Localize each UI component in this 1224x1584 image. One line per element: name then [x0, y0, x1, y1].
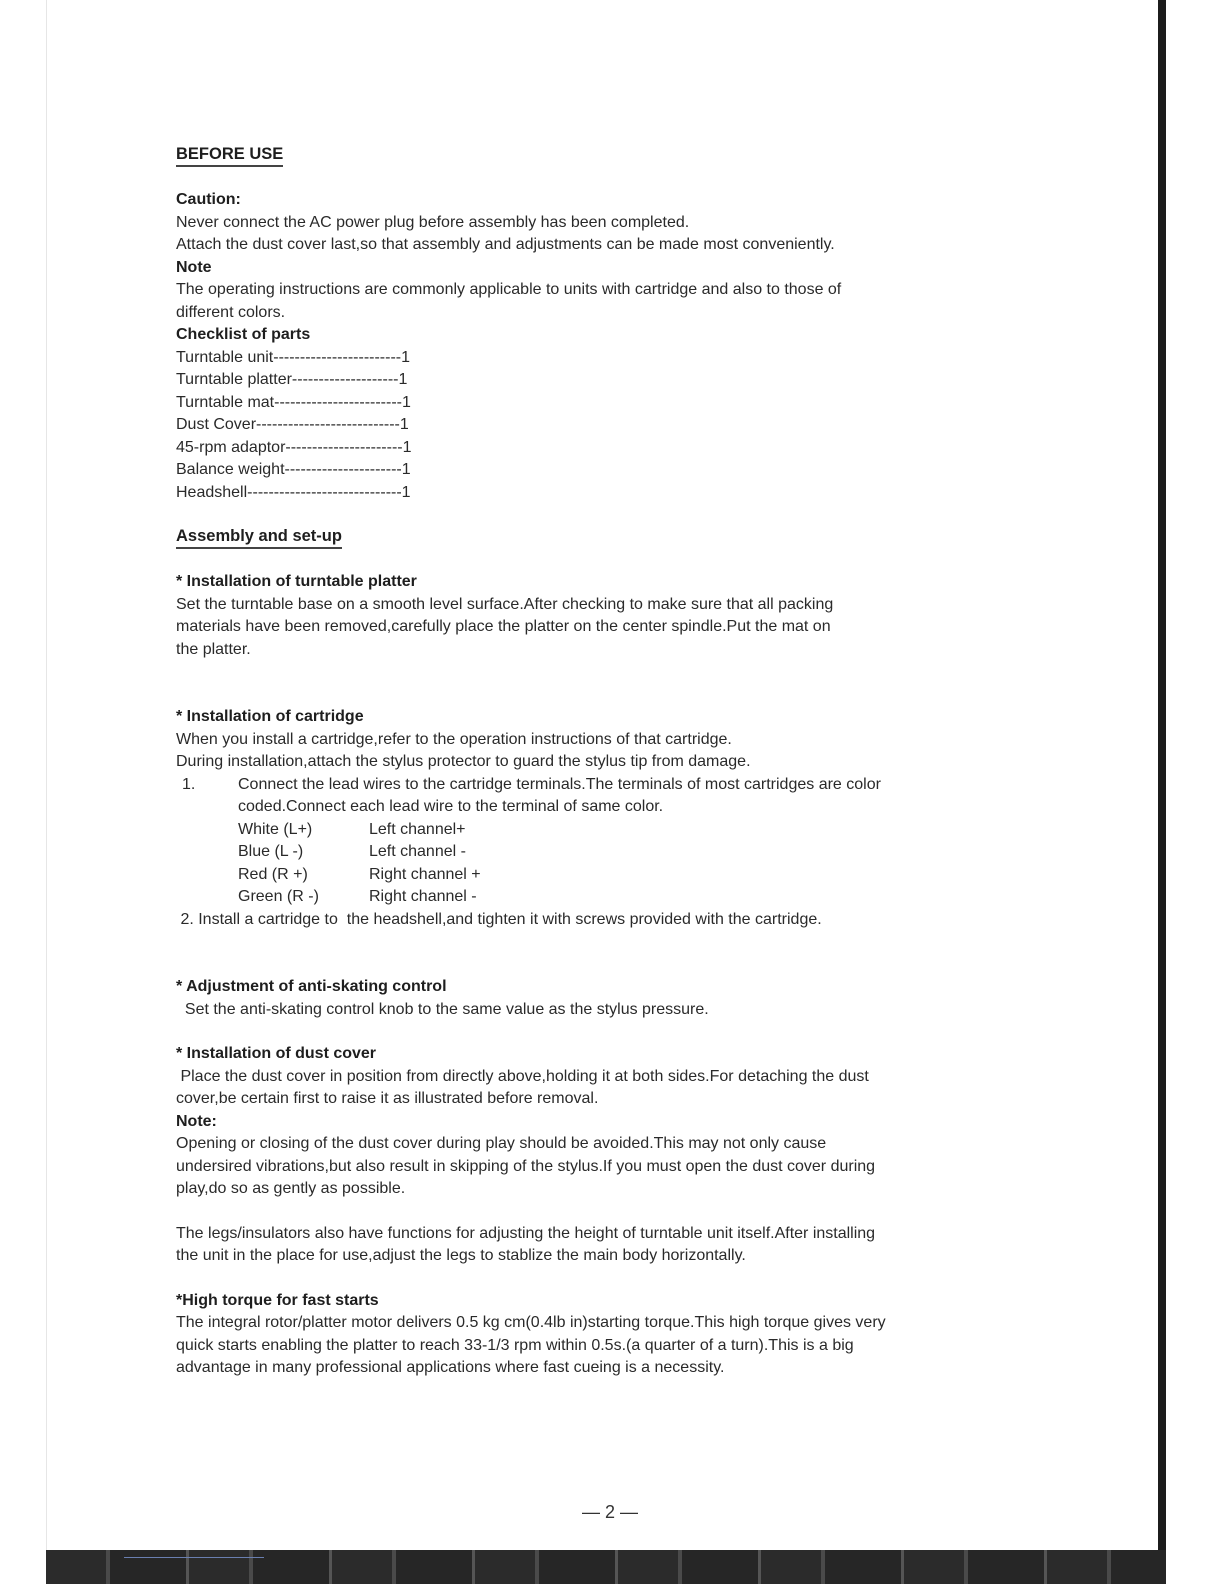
checklist-label: Checklist of parts [176, 326, 311, 343]
platter-line: Set the turntable base on a smooth level surface.After checking to make sure that all packing [176, 595, 834, 613]
legs-line: the unit in the place for use,adjust the legs to stablize the main body horizontally. [176, 1247, 746, 1264]
step-number: 1. [182, 775, 196, 793]
dust-cover-note-line: undersired vibrations,but also result in skipping of the stylus.If you must open the dust cover during [176, 1157, 876, 1175]
checklist-item: Turntable unit------------------------1 [176, 348, 411, 366]
dust-cover-line: Place the dust cover in position from directly above,holding it at both sides.For detaching the dust [176, 1067, 869, 1085]
scan-right-margin [1158, 0, 1224, 1584]
wire-color: White (L+) [238, 820, 313, 838]
before-use-heading: BEFORE USE [176, 144, 283, 167]
checklist-item: Balance weight----------------------1 [176, 461, 411, 478]
wire-channel: Left channel+ [369, 820, 466, 838]
platter-line: materials have been removed,carefully place the platter on the center spindle.Put the mat on [176, 618, 831, 635]
caution-line: Never connect the AC power plug before assembly has been completed. [176, 213, 690, 231]
wire-channel: Left channel - [369, 843, 466, 860]
scan-left-margin [0, 0, 47, 1584]
assembly-heading: Assembly and set-up [176, 526, 342, 549]
scan-bottom-line [124, 1557, 264, 1558]
before-use-section [176, 144, 1016, 504]
dust-cover-line: cover,be certain first to raise it as illustrated before removal. [176, 1090, 599, 1107]
wire-color-table [176, 819, 1016, 909]
checklist [176, 347, 1016, 505]
cartridge-step-1 [176, 774, 1016, 797]
anti-skating-title: * Adjustment of anti-skating control [176, 978, 447, 995]
note-label: Note [176, 258, 212, 276]
legs-line: The legs/insulators also have functions for adjusting the height of turntable unit itself.After installing [176, 1224, 876, 1242]
checklist-item: Headshell-----------------------------1 [176, 483, 411, 501]
dust-cover-title: * Installation of dust cover [176, 1045, 377, 1062]
note-line: The operating instructions are commonly applicable to units with cartridge and also to those of [176, 281, 842, 298]
checklist-item: Turntable mat------------------------1 [176, 393, 411, 411]
scan-bottom-edge [46, 1550, 1166, 1584]
caution-line: Attach the dust cover last,so that assembly and adjustments can be made most conveniently. [176, 236, 835, 253]
checklist-item: Dust Cover---------------------------1 [176, 416, 409, 433]
caution-label: Caution: [176, 191, 241, 208]
wire-color: Blue (L -) [238, 843, 304, 860]
torque-title: *High torque for fast starts [176, 1291, 379, 1309]
dust-cover-note-line: play,do so as gently as possible. [176, 1180, 406, 1197]
note-line: different colors. [176, 303, 286, 321]
cartridge-title: * Installation of cartridge [176, 708, 364, 725]
torque-line: quick starts enabling the platter to reach 33-1/3 rpm within 0.5s.(a quarter of a turn).This is a big [176, 1336, 854, 1354]
checklist-item: 45-rpm adaptor----------------------1 [176, 438, 412, 456]
dust-cover-note-label: Note: [176, 1112, 217, 1130]
platter-line: the platter. [176, 640, 251, 658]
step-text-continued: coded.Connect each lead wire to the terminal of same color. [238, 798, 664, 815]
document-page [176, 144, 1016, 1380]
wire-color: Red (R +) [238, 865, 308, 883]
torque-line: The integral rotor/platter motor delivers 0.5 kg cm(0.4lb in)starting torque.This high torque gives very [176, 1314, 886, 1331]
cartridge-line: When you install a cartridge,refer to the operation instructions of that cartridge. [176, 730, 732, 748]
cartridge-step-2: 2. Install a cartridge to the headshell,and tighten it with screws provided with the cartridge. [176, 910, 822, 928]
page-number: — 2 — [581, 1502, 638, 1522]
platter-title: * Installation of turntable platter [176, 573, 417, 590]
torque-line: advantage in many professional applications where fast cueing is a necessity. [176, 1359, 725, 1376]
wire-row [176, 841, 1016, 864]
wire-row [176, 819, 1016, 842]
wire-channel: Right channel + [369, 865, 481, 883]
wire-row [176, 886, 1016, 909]
wire-channel: Right channel - [369, 888, 477, 905]
wire-row [176, 864, 1016, 887]
scan-right-edge [1158, 0, 1166, 1584]
cartridge-line: During installation,attach the stylus protector to guard the stylus tip from damage. [176, 753, 751, 770]
checklist-item: Turntable platter--------------------1 [176, 371, 408, 388]
step-text: Connect the lead wires to the cartridge terminals.The terminals of most cartridges are color [238, 775, 881, 793]
wire-color: Green (R -) [238, 888, 319, 905]
dust-cover-note-line: Opening or closing of the dust cover during play should be avoided.This may not only cause [176, 1135, 827, 1152]
anti-skating-text: Set the anti-skating control knob to the same value as the stylus pressure. [176, 1000, 709, 1018]
assembly-section [176, 526, 1016, 1380]
